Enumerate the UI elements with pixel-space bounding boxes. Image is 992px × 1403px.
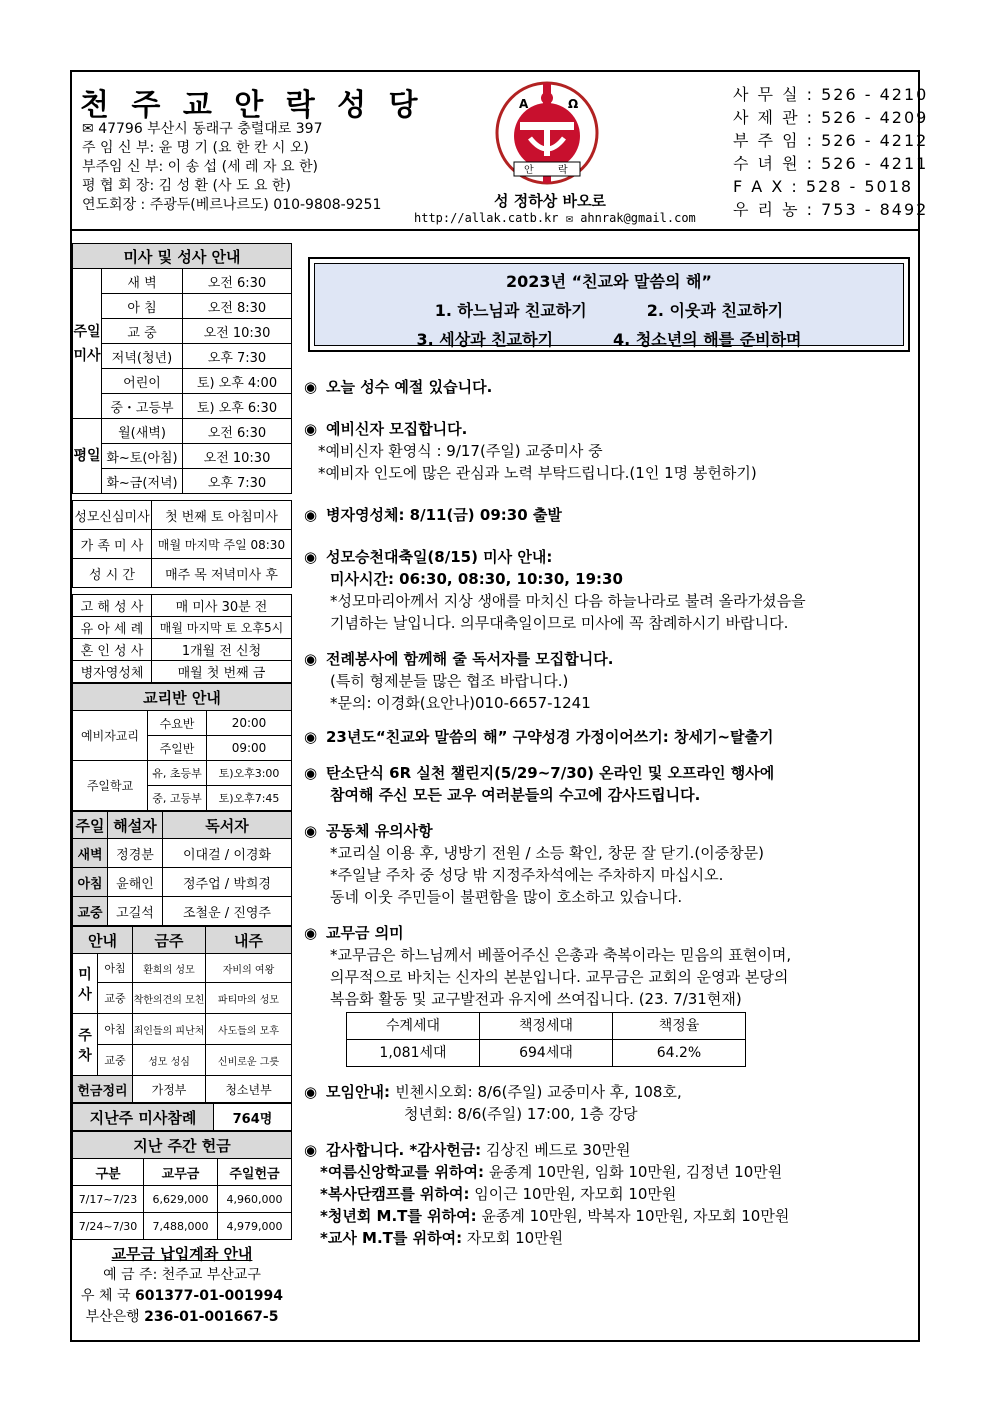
mass-name: 화~토(아침): [102, 444, 183, 469]
reader-mass: 교중: [73, 897, 108, 926]
offering-tithe: 7,488,000: [144, 1213, 218, 1240]
notice-line: *주일날 주차 중 성당 밖 지정주차석에는 주차하지 마십시오.: [330, 866, 724, 884]
sacrament-table: [72, 594, 292, 683]
year-theme-box: [308, 257, 910, 352]
thanks-line: [304, 1227, 914, 1249]
notice: [304, 726, 914, 748]
notice-head: 전례봉사에 함께해 줄 독서자를 모집합니다.: [326, 650, 614, 668]
notice: [304, 820, 914, 908]
guide-group: 성모 성심: [133, 1045, 206, 1076]
class-day: 주일반: [148, 736, 207, 761]
meeting-line: 청년회: 8/6(주일) 17:00, 1층 강당: [404, 1105, 638, 1123]
mass-time: 오전 10:30: [183, 319, 292, 344]
theme-goal: 3. 세상과 친교하기: [416, 330, 554, 349]
account-label: 우 체 국: [81, 1288, 131, 1304]
phone-office: 사 무 실 : 526 - 4210: [733, 85, 929, 104]
phone-woorinong: 우 리 농 : 753 - 8492: [733, 200, 929, 219]
theme-goal: 4. 청소년의 해를 준비하며: [613, 330, 802, 349]
guide-group: 가정부: [133, 1076, 206, 1103]
tithe-header: 수계세대: [347, 1013, 480, 1040]
mass-time: 오전 6:30: [183, 419, 292, 444]
notices: [304, 376, 914, 1259]
notice-head: 탄소단식 6R 실천 챌린지(5/29~7/30) 온라인 및 오프라인 행사에: [326, 764, 775, 782]
mail-icon: ✉: [82, 121, 99, 137]
guide-group: 신비로운 그릇: [206, 1045, 292, 1076]
notice-line: (특히 형제분들 많은 협조 바랍니다.): [330, 672, 569, 690]
guide-slot: 아침: [98, 954, 133, 983]
guide-group: 착한의견의 모친: [133, 983, 206, 1014]
church-info: [82, 120, 381, 215]
mass-name: 화~금(저녁): [102, 469, 183, 494]
guides-header: 안내: [73, 927, 133, 954]
commentator: 정경분: [108, 839, 163, 868]
offering-tithe: 6,629,000: [144, 1186, 218, 1213]
readers-table: [72, 811, 292, 926]
offering-period: 7/17~7/23: [73, 1186, 144, 1213]
mass-name: 교 중: [102, 319, 183, 344]
guide-group: 환희의 성모: [133, 954, 206, 983]
notice-head: 성모승천대축일(8/15) 미사 안내:: [326, 548, 553, 566]
mass-name: 저녁(청년): [102, 344, 183, 369]
left-column: [72, 243, 292, 1328]
notice-line: 참여해 주신 모든 교우 여러분들의 수고에 감사드립니다.: [330, 786, 701, 804]
thanks-line: [304, 1205, 914, 1227]
special-name: 성모신심미사: [73, 501, 152, 530]
theme-goal: 2. 이웃과 친교하기: [646, 301, 784, 320]
logo-alpha: A: [519, 97, 529, 111]
bullet-icon: ◉: [304, 420, 318, 438]
class-time: 토)오후3:00: [207, 761, 292, 786]
thanks-rest: 김상진 베드로 30만원: [481, 1141, 631, 1159]
special-name: 가 족 미 사: [73, 530, 152, 559]
bullet-icon: ◉: [304, 924, 318, 942]
thanks-line: [304, 1161, 914, 1183]
account-label: 예 금 주:: [103, 1267, 158, 1283]
special-desc: 매주 목 저녁미사 후: [152, 559, 292, 588]
class-time: 20:00: [207, 711, 292, 736]
account-value: 601377-01-001994: [134, 1288, 283, 1304]
mass-name: 월(새벽): [102, 419, 183, 444]
thanks-purpose: *복사단캠프를 위하여:: [320, 1185, 470, 1203]
mass-name: 어린이: [102, 369, 183, 394]
notice-line: *문의: 이경화(요안나)010-6657-1241: [330, 694, 591, 712]
mail-icon: ✉: [565, 211, 581, 225]
account-value: 236-01-001667-5: [144, 1309, 279, 1325]
account-value: 천주교 부산교구: [161, 1267, 261, 1283]
mass-table: [72, 243, 292, 494]
notice-line: *교리실 이용 후, 냉방기 전원 / 소등 확인, 창문 잘 닫기.(이중창문): [330, 844, 765, 862]
account-line: [72, 1286, 292, 1307]
bullet-icon: ◉: [304, 1141, 318, 1159]
notice-head: 모임안내:: [326, 1083, 390, 1101]
bullet-icon: ◉: [304, 728, 318, 746]
assistant-priest: 부주임 신 부: 이 송 섭 (세 레 자 요 한): [82, 159, 318, 175]
parish-logo: [494, 78, 600, 188]
mass-time: 토) 오후 6:30: [183, 394, 292, 419]
church-name: 천 주 교 안 락 성 당: [80, 88, 424, 123]
mass-time: 오전 6:30: [183, 269, 292, 294]
sacrament-name: 병자영성체: [73, 661, 152, 683]
email-link[interactable]: ahnrak@gmail.com: [580, 211, 696, 225]
offering-sunday: 4,979,000: [218, 1213, 292, 1240]
sacrament-desc: 1개월 전 신청: [152, 639, 292, 661]
thanks-purpose: *청년회 M.T를 위하여:: [320, 1207, 477, 1225]
account-line: [72, 1307, 292, 1328]
notice-head: 오늘 성수 예절 있습니다.: [326, 378, 493, 396]
guides-header: 금주: [133, 927, 206, 954]
mass-time: 토) 오후 4:00: [183, 369, 292, 394]
class-day: 수요반: [148, 711, 207, 736]
mass-time: 오전 8:30: [183, 294, 292, 319]
notice: [304, 546, 914, 634]
special-desc: 매월 마지막 주일 08:30: [152, 530, 292, 559]
phone-convent: 수 녀 원 : 526 - 4211: [733, 154, 929, 173]
class-group: 유, 초등부: [148, 761, 207, 786]
logo-word-1: 안: [524, 165, 534, 176]
offering-counters-label: 헌금정리: [73, 1076, 133, 1103]
notice: [304, 376, 914, 398]
guide-slot: 교중: [98, 983, 133, 1014]
notice-line: *예비신자 환영식 : 9/17(주일) 교중미사 중: [318, 442, 603, 460]
class-time: 09:00: [207, 736, 292, 761]
sunday-school-label: 주일학교: [73, 761, 148, 811]
offering-period: 7/24~7/30: [73, 1213, 144, 1240]
weekly-offering-title: 지난 주간 헌금: [73, 1132, 292, 1159]
logo-word-2: 락: [558, 165, 568, 176]
offering-header: 교무금: [144, 1159, 218, 1186]
reader-mass: 새벽: [73, 839, 108, 868]
web-contact: [414, 211, 696, 225]
catechism-title: 교리반 안내: [73, 684, 292, 711]
guides-mass-label: 미사: [73, 954, 98, 1014]
council-president: 평 협 회 장: 김 성 환 (사 도 요 한): [82, 178, 291, 194]
account-title: 교무금 납입계좌 안내: [111, 1245, 253, 1263]
notice-line: 기념하는 날입니다. 의무대축일이므로 미사에 꼭 참례하시기 바랍니다.: [330, 614, 789, 632]
attendance-table: [72, 1103, 292, 1131]
guides-header: 내주: [206, 927, 292, 954]
lectors: 이대걸 / 이경화: [163, 839, 292, 868]
header-divider: [70, 229, 920, 231]
sacrament-name: 고 해 성 사: [73, 595, 152, 617]
guides-table: [72, 926, 292, 1103]
priest: 주 임 신 부: 윤 명 기 (요 한 칸 시 오): [82, 140, 309, 156]
notice-line: 복음화 활동 및 교구발전과 유지에 쓰여집니다. (23. 7/31현재): [330, 990, 742, 1008]
tithe-value: 1,081세대: [347, 1040, 480, 1067]
guides-parking-label: 주차: [73, 1014, 98, 1076]
mass-name: 새 벽: [102, 269, 183, 294]
logo-omega: Ω: [568, 97, 579, 111]
lectors: 조철운 / 진영주: [163, 897, 292, 926]
notice-meeting: [304, 1081, 914, 1125]
bullet-icon: ◉: [304, 764, 318, 782]
phone-list: [733, 83, 928, 221]
mass-title: 미사 및 성사 안내: [73, 244, 292, 269]
reader-mass: 아침: [73, 868, 108, 897]
notice-head: 공동체 유의사항: [326, 822, 433, 840]
notice-line: 동네 이웃 주민들이 불편함을 많이 호소하고 있습니다.: [330, 888, 683, 906]
notice: [304, 418, 914, 484]
guide-group: 죄인들의 피난처: [133, 1014, 206, 1045]
weekly-offering-table: [72, 1131, 292, 1240]
phone-assistant: 부 주 임 : 526 - 4212: [733, 131, 929, 150]
phone-rectory: 사 제 관 : 526 - 4209: [733, 108, 929, 127]
notice-line: *성모마리아께서 지상 생애를 마치신 다음 하늘나라로 불려 올라가셨음을: [330, 592, 806, 610]
website-link[interactable]: http://allak.catb.kr: [414, 211, 559, 225]
theme-title: 2023년 “친교와 말씀의 해”: [506, 272, 712, 291]
mass-time: 오후 7:30: [183, 469, 292, 494]
weekday-mass-label: 평일: [73, 419, 102, 494]
notice-line: *교무금은 하느님께서 베풀어주신 은총과 축복이라는 믿음의 표현이며,: [330, 946, 792, 964]
sacrament-desc: 매월 마지막 토 오후5시: [152, 617, 292, 639]
account-line: [72, 1265, 292, 1286]
notice-head: 23년도“친교와 말씀의 해” 구약성경 가정이어쓰기: 창세기~탈출기: [326, 728, 774, 746]
mass-time: 오후 7:30: [183, 344, 292, 369]
tithe-value: 64.2%: [613, 1040, 746, 1067]
attendance-value: 764명: [214, 1104, 292, 1131]
tithe-value: 694세대: [480, 1040, 613, 1067]
guide-slot: 교중: [98, 1045, 133, 1076]
meeting-line: 빈첸시오회: 8/6(주일) 교중미사 후, 108호,: [395, 1083, 682, 1101]
bullet-icon: ◉: [304, 1083, 318, 1101]
notice-line: *예비자 인도에 많은 관심과 노력 부탁드립니다.(1인 1명 봉헌하기): [318, 464, 757, 482]
readers-header: 주일: [73, 812, 108, 839]
notice: [304, 504, 914, 526]
bullet-icon: ◉: [304, 822, 318, 840]
notice-thanks: [304, 1139, 914, 1249]
notice-head: 병자영성체: 8/11(금) 09:30 출발: [326, 506, 562, 524]
bullet-icon: ◉: [304, 506, 318, 524]
tithe-header: 책정율: [613, 1013, 746, 1040]
mass-name: 중・고등부: [102, 394, 183, 419]
patron-saint: 성 정하상 바오로: [494, 192, 606, 210]
notice-head: 교무금 의미: [326, 924, 404, 942]
notice: [304, 762, 914, 806]
bullet-icon: ◉: [304, 548, 318, 566]
special-name: 성 시 간: [73, 559, 152, 588]
guide-group: 사도들의 모후: [206, 1014, 292, 1045]
sacrament-desc: 매 미사 30분 전: [152, 595, 292, 617]
offering-header: 구분: [73, 1159, 144, 1186]
catechism-table: [72, 683, 292, 811]
address: 47796 부산시 동래구 충렬대로 397: [98, 121, 323, 137]
sacrament-desc: 매월 첫 번째 금: [152, 661, 292, 683]
guide-slot: 아침: [98, 1014, 133, 1045]
phone-fax: F A X : 528 - 5018: [733, 177, 914, 196]
sacrament-name: 혼 인 성 사: [73, 639, 152, 661]
special-mass-table: [72, 500, 292, 588]
readers-header: 독서자: [163, 812, 292, 839]
commentator: 고길석: [108, 897, 163, 926]
class-group: 중, 고등부: [148, 786, 207, 811]
account-box: [72, 1244, 292, 1328]
tithe-header: 책정세대: [480, 1013, 613, 1040]
lectors: 정주업 / 박희경: [163, 868, 292, 897]
sunday-mass-label: 주일미사: [73, 269, 102, 419]
guide-group: 청소년부: [206, 1076, 292, 1103]
sacrament-name: 유 아 세 례: [73, 617, 152, 639]
special-desc: 첫 번째 토 아침미사: [152, 501, 292, 530]
thanks-donors: 자모회 10만원: [462, 1229, 564, 1247]
commentator: 윤해인: [108, 868, 163, 897]
class-time: 토)오후7:45: [207, 786, 292, 811]
mass-time: 오전 10:30: [183, 444, 292, 469]
offering-sunday: 4,960,000: [218, 1186, 292, 1213]
district-president: 연도회장 : 주광두(베르나르도) 010-9808-9251: [82, 197, 382, 213]
thanks-donors: 윤종계 10만원, 임화 10만원, 김정년 10만원: [483, 1163, 783, 1181]
notice-head: 예비신자 모집합니다.: [326, 420, 468, 438]
tithe-table: [346, 1012, 746, 1067]
theme-goal: 1. 하느님과 친교하기: [434, 301, 587, 320]
guide-group: 자비의 여왕: [206, 954, 292, 983]
thanks-donors: 임이근 10만원, 자모회 10만원: [469, 1185, 677, 1203]
notice: [304, 922, 914, 1067]
notice-head: 감사합니다. *감사헌금:: [326, 1141, 482, 1159]
guide-group: 파티마의 성모: [206, 983, 292, 1014]
catechumen-label: 예비자교리: [73, 711, 148, 761]
mass-name: 아 침: [102, 294, 183, 319]
notice-line: 미사시간: 06:30, 08:30, 10:30, 19:30: [330, 570, 623, 588]
thanks-purpose: *교사 M.T를 위하여:: [320, 1229, 463, 1247]
notice-line: 의무적으로 바치는 신자의 본분입니다. 교무금은 교회의 운영과 본당의: [330, 968, 789, 986]
account-label: 부산은행: [85, 1309, 140, 1325]
bullet-icon: ◉: [304, 378, 318, 396]
readers-header: 해설자: [108, 812, 163, 839]
bullet-icon: ◉: [304, 650, 318, 668]
thanks-line: [304, 1183, 914, 1205]
attendance-label: 지난주 미사참례: [73, 1104, 214, 1131]
thanks-donors: 윤종계 10만원, 박복자 10만원, 자모회 10만원: [476, 1207, 790, 1225]
offering-header: 주일헌금: [218, 1159, 292, 1186]
notice: [304, 648, 914, 714]
thanks-purpose: *여름신앙학교를 위하여:: [320, 1163, 484, 1181]
